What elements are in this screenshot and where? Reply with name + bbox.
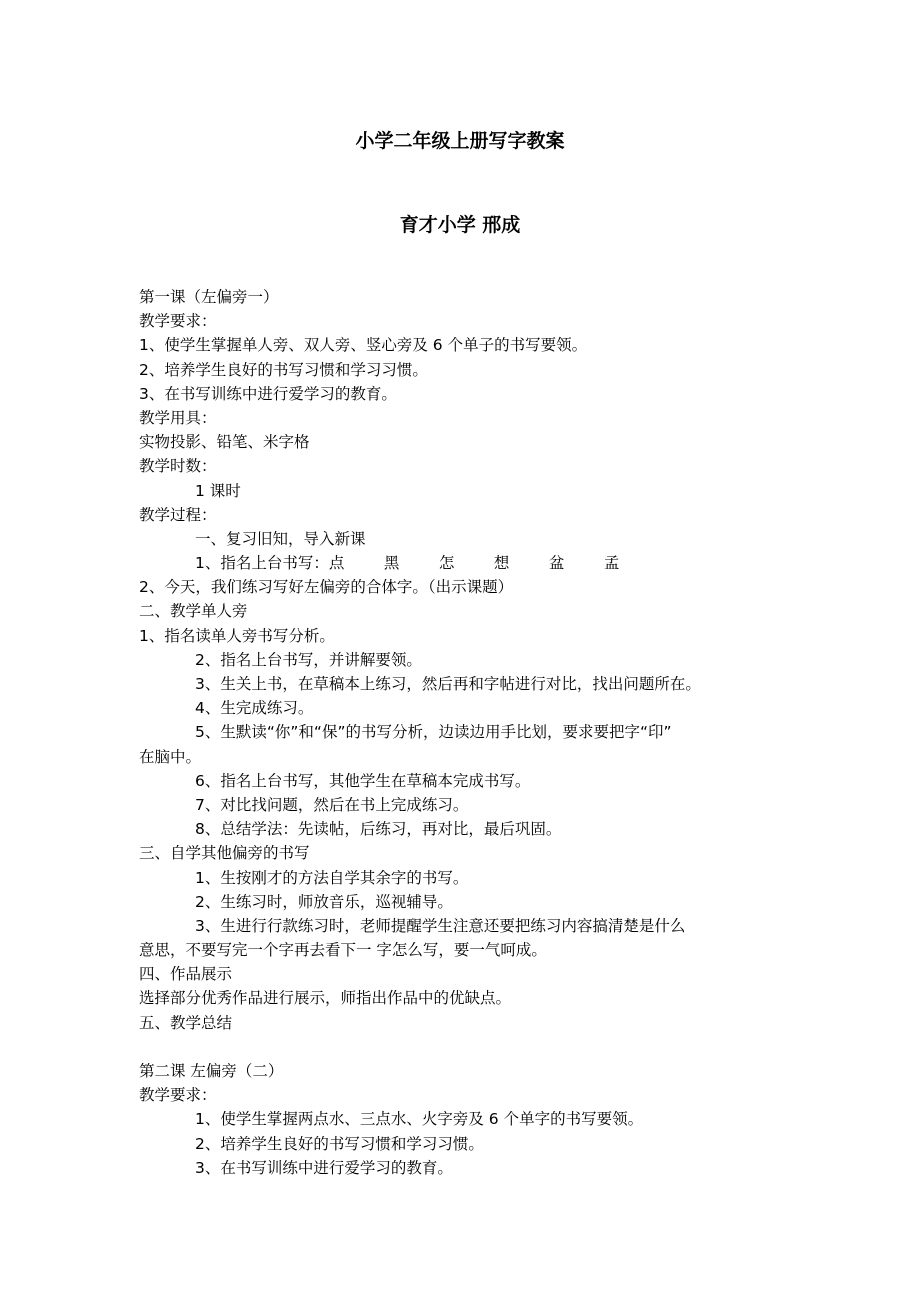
lesson1-req-1: 1、使学生掌握单人旁、双人旁、竖心旁及 6 个单子的书写要领。 (139, 336, 588, 355)
section-3-heading: 三、自学其他偏旁的书写 (139, 844, 310, 863)
blank-line (139, 1035, 799, 1059)
section-2-item: 7、对比找问题，然后在书上完成练习。 (195, 795, 469, 814)
section-1-item-1 (139, 551, 799, 575)
practice-char: 盆 (548, 554, 565, 573)
lesson1-tools-label: 教学用具： (139, 408, 217, 427)
section-2-heading: 二、教学单人旁 (139, 602, 248, 621)
section-3-item-continued: 意思，不要写完一个字再去看下一 字怎么写，要一气呵成。 (139, 941, 547, 960)
section-3-item: 1、生按刚才的方法自学其余字的书写。 (195, 868, 469, 887)
section-2-item: 6、指名上台书写，其他学生在草稿本完成书写。 (195, 771, 531, 790)
lesson1-heading: 第一课（左偏旁一） (139, 288, 279, 306)
lesson2-req-1: 1、使学生掌握两点水、三点水、火字旁及 6 个单字的书写要领。 (195, 1110, 644, 1129)
section-2-item: 2、指名上台书写，并讲解要领。 (195, 650, 422, 669)
lesson2-req-3: 3、在书写训练中进行爱学习的教育。 (195, 1158, 453, 1177)
practice-char: 点 (328, 554, 345, 573)
section-3-item: 3、生进行行款练习时，老师提醒学生注意还要把练习内容搞清楚是什么 (195, 916, 686, 935)
lesson1-hours-label: 教学时数： (139, 457, 217, 476)
document-title: 小学二年级上册写字教案 (355, 130, 565, 152)
practice-char: 想 (493, 554, 510, 573)
document-body (139, 285, 799, 1180)
section-3-item: 2、生练习时，师放音乐，巡视辅导。 (195, 892, 453, 911)
lesson2-req-2: 2、培养学生良好的书写习惯和学习习惯。 (195, 1134, 484, 1153)
section-2-item: 1、指名读单人旁书写分析。 (139, 626, 335, 645)
section-1-item-1-prefix: 1、指名上台书写： (195, 554, 329, 573)
lesson1-req-2: 2、培养学生良好的书写习惯和学习习惯。 (139, 360, 428, 379)
lesson1-req-3: 3、在书写训练中进行爱学习的教育。 (139, 384, 397, 403)
section-2-item: 5、生默读“你”和“保”的书写分析，边读边用手比划，要求要把字“印” (195, 723, 672, 742)
document-subtitle: 育才小学 邢成 (399, 214, 521, 236)
practice-char: 孟 (603, 554, 620, 573)
section-1-item-2: 2、今天，我们练习写好左偏旁的合体字。（出示课题） (139, 578, 514, 597)
practice-char: 怎 (438, 554, 455, 573)
lesson1-hours: 1 课时 (195, 481, 241, 500)
section-5-heading: 五、教学总结 (139, 1013, 233, 1032)
section-4-heading: 四、作品展示 (139, 965, 233, 984)
section-2-item: 4、生完成练习。 (195, 699, 314, 718)
lesson1-req-label: 教学要求： (139, 312, 217, 331)
section-2-item: 8、总结学法：先读帖，后练习，再对比，最后巩固。 (195, 820, 562, 839)
practice-char: 黑 (383, 554, 400, 573)
lesson2-req-label: 教学要求： (139, 1086, 217, 1105)
section-4-text: 选择部分优秀作品进行展示，师指出作品中的优缺点。 (139, 989, 512, 1008)
lesson1-process-label: 教学过程： (139, 505, 217, 524)
section-1-heading: 一、复习旧知，导入新课 (195, 529, 366, 548)
lesson1-tools: 实物投影、铅笔、米字格 (139, 433, 310, 452)
section-2-item: 3、生关上书，在草稿本上练习，然后再和字帖进行对比，找出问题所在。 (195, 675, 701, 693)
section-2-item-continued: 在脑中。 (139, 747, 202, 766)
lesson2-heading: 第二课 左偏旁（二） (139, 1062, 284, 1080)
